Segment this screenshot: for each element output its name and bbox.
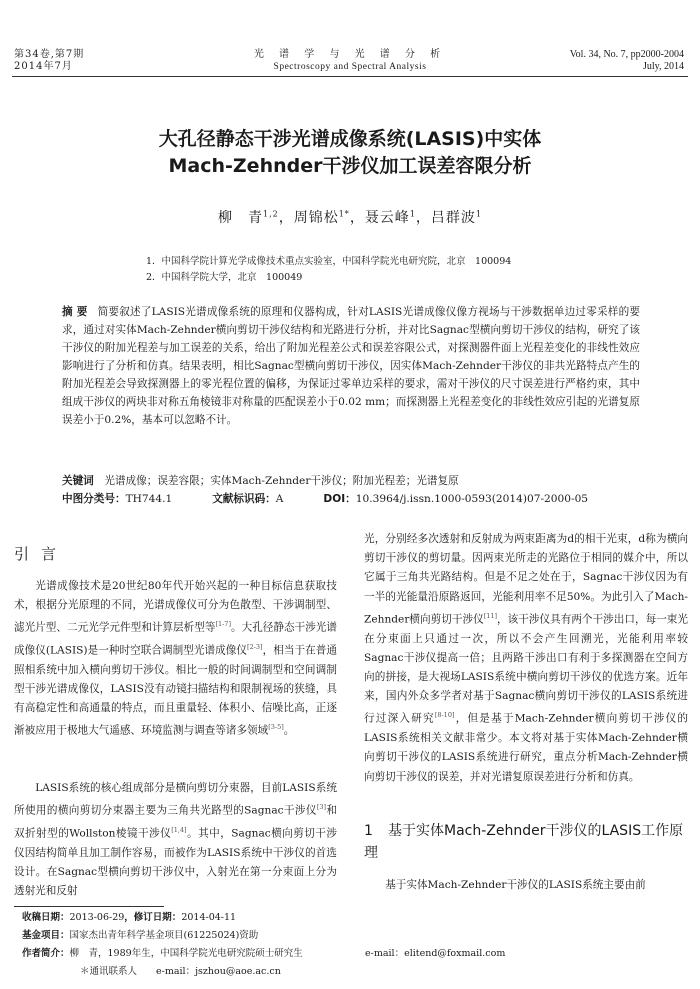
text-run: 基于实体Mach-Zehnder干涉仪的LASIS系统主要由前 [385, 879, 646, 891]
header-volume-en [570, 49, 684, 73]
author-email[interactable]: e-mail：elitend@foxmail.com [365, 948, 506, 959]
paper-title-line2: Mach-Zehnder干涉仪加工误差容限分析 [168, 155, 532, 177]
intro-paragraph-2 [14, 779, 337, 901]
classification-line [62, 490, 642, 508]
author-name: 吕群波 [430, 210, 476, 226]
affiliation-2: 2．中国科学院大学，北京 100049 [146, 272, 303, 283]
fund-label: 基金项目： [22, 930, 70, 941]
header-volume-cn [14, 49, 84, 73]
footnote [22, 909, 682, 981]
citation[interactable]: [1,4] [171, 825, 187, 834]
doi-label: DOI： [323, 493, 356, 505]
text-run: 光谱成像技术是20世纪80年代开始兴起的一种目标信息获取技术，根据分光原理的不同，光谱成像仪可分为色散型、干涉调制型、滤光片型、二元光学元件型和计算层析型等 [14, 580, 337, 634]
author-affil: 1* [338, 209, 350, 219]
text-run: 光，分别经多次透射和反射成为两束距离为d的相干光束，d称为横向剪切干涉仪的剪切量。因两束光所走的光路位于相同的媒介中，所以它属于三角共光路结构。但是不足之处在于，Sagnac干涉仪因为有一半的光能量沿原路返回，光能利用率不足50%。为此引入了Mach-Zehnder横向剪切干涉仪 [364, 533, 688, 626]
section-1-paragraph [364, 876, 688, 895]
doc-code-label: 文献标识码： [212, 493, 276, 505]
keywords-text: 光谱成像；误差容限；实体Mach-Zehnder干涉仪；附加光程差；光谱复原 [104, 475, 459, 487]
doi-value: 10.3964/j.issn.1000-0593(2014)07-2000-05 [355, 493, 589, 505]
keywords-label: 关键词 [62, 475, 94, 487]
bio-text: 柳 青，1989年生，中国科学院光电研究院硕士研究生 [69, 948, 303, 959]
keywords [62, 472, 459, 490]
section-heading-1 [364, 820, 688, 864]
journal-name-cn: 光 谱 学 与 光 谱 分 析 [253, 49, 447, 60]
author-list: 柳 青$^{1,2}$，周锦松$^{1*}$，聂云峰$^1$，吕群波$^1$ [217, 209, 482, 226]
doc-code-value: A [275, 493, 284, 505]
author-name: 柳 青 [217, 210, 263, 226]
author-affil: 1 [409, 209, 416, 219]
citation[interactable]: [3] [316, 803, 327, 812]
text-run: 。 [283, 725, 295, 738]
author-name: 周锦松 [293, 210, 339, 226]
footnote-divider [14, 906, 164, 907]
paper-title-line1: 大孔径静态干涉光谱成像系统(LASIS)中实体 [158, 128, 542, 150]
text-run: ，相当于在普通照相系统中加入横向剪切干涉仪。相比一般的时间调制型和空间调制型干涉光谱成像仪，LASIS没有动镜扫描结构和限制视场的狭缝，具有高稳定性和高通量的特点，而且重量轻、体积小、信噪比高，正逐渐被应用于极地大气遥感、环境监测与调查等诸多领域 [14, 644, 338, 738]
header-divider [12, 76, 688, 77]
bio-label: 作者简介： [22, 948, 70, 959]
volume-en: Vol. 34, No. 7, pp2000-2004 [569, 49, 684, 60]
text-run: LASIS系统的核心组成部分是横向剪切分束器，目前LASIS系统所使用的横向剪切分束器主要为三角共光路型的Sagnac干涉仪 [14, 782, 337, 817]
section-heading-intro: 引言 [14, 545, 69, 563]
author-affil: 1,2 [262, 209, 279, 219]
volume-cn: 第34卷,第7期 [14, 49, 85, 60]
affiliation-1: 1．中国科学院计算光学成像技术重点实验室，中国科学院光电研究院，北京 100094 [146, 256, 512, 267]
citation[interactable]: [1-7] [215, 620, 231, 629]
text-run: 和双折射型的Wollston棱镜干涉仪 [14, 804, 337, 840]
abstract-text: 简要叙述了LASIS光谱成像系统的原理和仪器构成，针对LASIS光谱成像仪像方视场与干涉数据单边过零采样的要求，通过对实体Mach-Zehnder横向剪切干涉仪结构和光路进行分析，并对比Sagnac型横向剪切干涉仪的结构，研究了该干涉仪的附加光程差与加工误差的关系，给出了附加光程差公式和误差容限公式，对探测器件面上光程差变化的非线性效应影响进行了分析和仿真。结果表明，相比Sagnac型横向剪切干涉仪，因实体Mach-Zehnder干涉仪的非共光路特点产生的附加光程差会导致探测器上的零光程位置的偏移，为保证过零单边采样的要求，需对干涉仪的尺寸误差进行严格约束，其中组成干涉仪的两块非对称五角棱镜非对称量的匹配误差小于0.02 mm；而探测器上光程差变化的非线性效应引起的光谱复原误差小于0.2%，基本可以忽略不计。 [62, 306, 641, 426]
citation[interactable]: [3-5] [268, 723, 284, 732]
intro-paragraph-continued [364, 530, 688, 787]
text-run: ，但是基于Mach-Zehnder横向剪切干涉仪的LASIS系统相关文献非常少。本文将对基于实体Mach-Zehnder横向剪切干涉仪的LASIS系统进行研究，重点分析Mach-Zehnder横向剪切干涉仪的误差，并对光谱复原误差进行分析和仿真。 [364, 712, 689, 783]
text-run: ，该干涉仪具有两个干涉出口，每一束光在分束面上只通过一次，所以不会产生回溯光，光能利用率较Sagnac干涉仪提高一倍；且两路干涉出口有利于多探测器在空间方向的拼接，是大视场LASIS系统中横向剪切干涉仪的优选方案。近年来，国内外众多学者对基于Sagnac横向剪切干涉仪的LASIS系统进行过深入研究 [364, 613, 689, 725]
citation[interactable]: [11] [483, 611, 498, 620]
section-title: 基于实体Mach-Zehnder干涉仪的LASIS工作原理 [364, 823, 684, 861]
abstract-label: 摘要 [62, 306, 92, 318]
revised-date: 2014-04-11 [181, 912, 237, 923]
clc-label: 中图分类号： [62, 493, 126, 505]
abstract [62, 303, 640, 429]
citation[interactable]: [8-10] [434, 711, 455, 720]
header-journal [250, 49, 450, 73]
revised-label: ，修订日期： [124, 912, 182, 923]
received-date: 2013-06-29 [69, 912, 125, 923]
intro-paragraph-1 [14, 577, 337, 741]
journal-name-en: Spectroscopy and Spectral Analysis [273, 62, 427, 72]
text-run: 。其中，Sagnac横向剪切干涉仪因结构简单且加工制作容易，而被作为LASIS系统中干涉仪的首选设计。在Sagnac型横向剪切干涉仪中，入射光在第一分束面上分为透射光和反射 [14, 827, 337, 898]
clc-value: TH744.1 [125, 493, 173, 505]
text-run: 。大孔径静态干涉光谱成像仪(LASIS)是一种时空联合调制型光谱成像仪 [14, 621, 338, 657]
date-en: July, 2014 [642, 61, 684, 72]
received-label: 收稿日期： [22, 912, 70, 923]
author-name: 聂云峰 [364, 210, 410, 226]
author-affil: 1 [475, 209, 482, 219]
date-cn: 2014年7月 [14, 61, 73, 72]
fund-text: 国家杰出青年科学基金项目(61225024)资助 [69, 930, 259, 941]
section-number: 1 [364, 823, 373, 839]
citation[interactable]: [2-3] [247, 643, 263, 652]
corresponding-author: ＊通讯联系人 e-mail：jszhou@aoe.ac.cn [80, 966, 281, 977]
